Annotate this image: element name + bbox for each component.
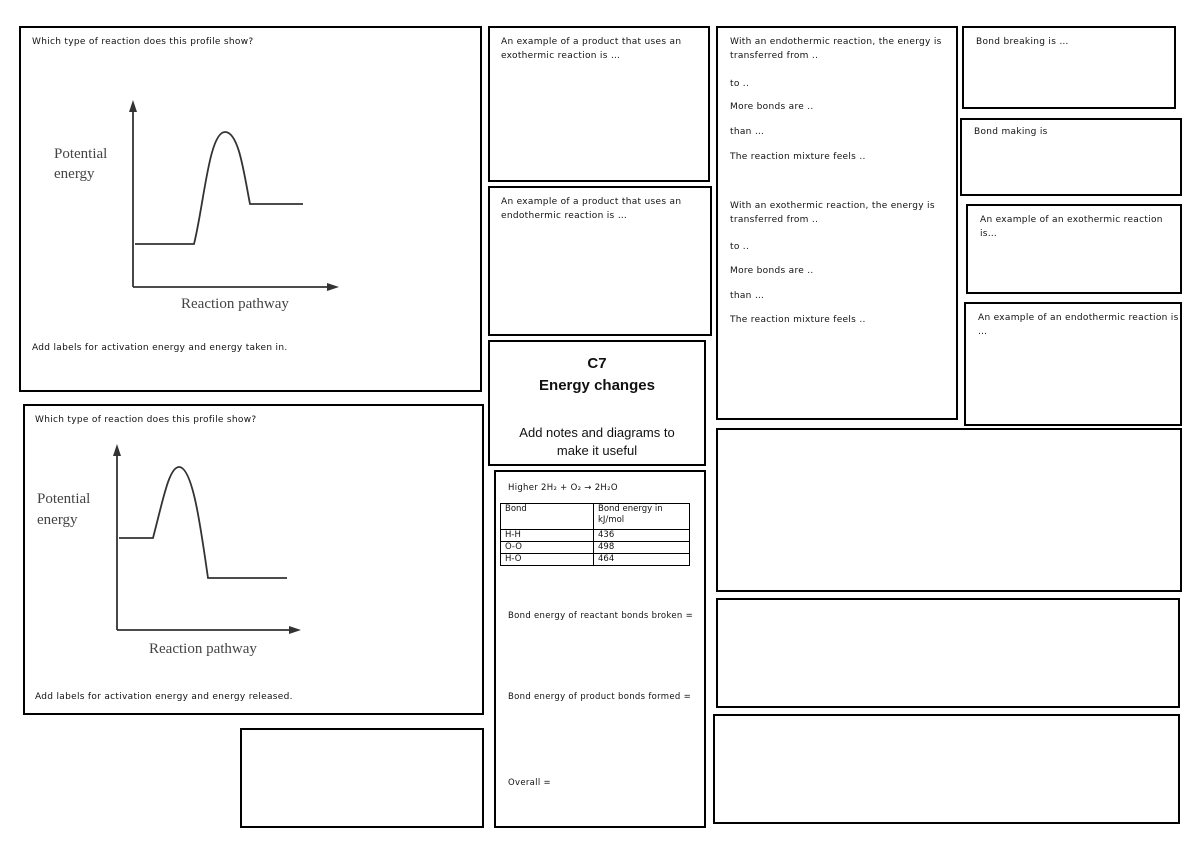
bond-cell: H-O: [501, 554, 594, 566]
col-energy-header: [594, 504, 690, 530]
exothermic-example-line1: An example of an exothermic reaction: [980, 215, 1163, 225]
bond-cell: O-O: [501, 542, 594, 554]
col-energy-header-line1: Bond energy in: [598, 504, 663, 514]
exothermic-example-box: [966, 204, 1182, 294]
endothermic-prompt-than: than …: [730, 127, 765, 137]
profile-taken-in-question: Which type of reaction does this profile show?: [32, 37, 254, 47]
empty-note-box-3: [713, 714, 1180, 824]
profile-taken-in-curve: [135, 132, 303, 244]
profile-taken-in-instruction: Add labels for activation energy and energy taken in.: [32, 343, 288, 353]
profile-taken-in-box: [19, 26, 482, 392]
bond-energy-calc-box: [494, 470, 706, 828]
endothermic-prompt-feels: The reaction mixture feels ..: [730, 152, 866, 162]
exothermic-product-line1: An example of a product that uses an: [501, 37, 682, 47]
bond-making-prompt: Bond making is: [974, 127, 1048, 137]
profile-taken-in-x-label: Reaction pathway: [181, 296, 289, 312]
title-card: [488, 340, 706, 466]
empty-note-box-2: [716, 598, 1180, 708]
profile-released-x-label: Reaction pathway: [149, 641, 257, 657]
profile-released-instruction: Add labels for activation energy and energy released.: [35, 692, 293, 702]
exothermic-prompt-to: to ..: [730, 242, 750, 252]
energy-transfer-prompts-box: [716, 26, 958, 420]
bond-energy-table: [500, 503, 690, 566]
exothermic-product-line2: exothermic reaction is …: [501, 51, 621, 61]
bond-cell: H-H: [501, 530, 594, 542]
energy-cell: 498: [594, 542, 690, 554]
bond-making-box: [960, 118, 1182, 196]
overall-label: Overall =: [508, 778, 551, 788]
empty-note-box-small: [240, 728, 484, 828]
endothermic-prompt-to: to ..: [730, 79, 750, 89]
profile-released-question: Which type of reaction does this profile show?: [35, 415, 257, 425]
profile-taken-in-chart: [49, 94, 369, 324]
endothermic-prompt-line1: With an endothermic reaction, the energy is: [730, 37, 942, 47]
title-topic: Energy changes: [539, 377, 655, 394]
profile-released-box: [23, 404, 484, 715]
exothermic-prompt-line2: transferred from ..: [730, 215, 819, 225]
endothermic-example-line2: …: [978, 327, 988, 337]
exothermic-example-line2: is…: [980, 229, 998, 239]
title-instruction-line2: make it useful: [556, 443, 638, 458]
profile-released-chart: [33, 440, 353, 700]
profile-taken-in-y-label-2: energy: [54, 166, 95, 182]
endothermic-product-box: [488, 186, 712, 336]
exothermic-product-box: [488, 26, 710, 182]
title-instruction-line1: Add notes and diagrams to: [519, 425, 675, 440]
profile-released-curve: [119, 467, 287, 578]
profile-taken-in-y-label-1: Potential: [54, 146, 108, 162]
table-row: [501, 530, 690, 542]
col-bond-header: Bond: [501, 504, 594, 530]
exothermic-prompt-more: More bonds are ..: [730, 266, 814, 276]
energy-cell: 436: [594, 530, 690, 542]
table-row: [501, 554, 690, 566]
col-energy-header-line2: kJ/mol: [598, 515, 625, 525]
product-bonds-label: Bond energy of product bonds formed =: [508, 692, 692, 702]
calc-equation: Higher 2H₂ + O₂ → 2H₂O: [508, 483, 618, 493]
bond-breaking-box: [962, 26, 1176, 109]
profile-released-y-label-1: Potential: [37, 491, 91, 507]
table-row: [501, 542, 690, 554]
endothermic-prompt-line2: transferred from ..: [730, 51, 819, 61]
endothermic-product-line1: An example of a product that uses an: [501, 197, 682, 207]
exothermic-prompt-than: than …: [730, 291, 765, 301]
endothermic-example-box: [964, 302, 1182, 426]
endothermic-prompt-more: More bonds are ..: [730, 102, 814, 112]
bond-breaking-prompt: Bond breaking is …: [976, 37, 1069, 47]
exothermic-prompt-line1: With an exothermic reaction, the energy is: [730, 201, 935, 211]
exothermic-prompt-feels: The reaction mixture feels ..: [730, 315, 866, 325]
energy-cell: 464: [594, 554, 690, 566]
profile-released-y-label-2: energy: [37, 512, 78, 528]
reactant-bonds-label: Bond energy of reactant bonds broken =: [508, 611, 693, 621]
title-code: C7: [587, 355, 607, 372]
endothermic-example-line1: An example of an endothermic reaction is: [978, 313, 1179, 323]
endothermic-product-line2: endothermic reaction is …: [501, 211, 628, 221]
table-header-row: [501, 504, 690, 530]
empty-note-box-1: [716, 428, 1182, 592]
